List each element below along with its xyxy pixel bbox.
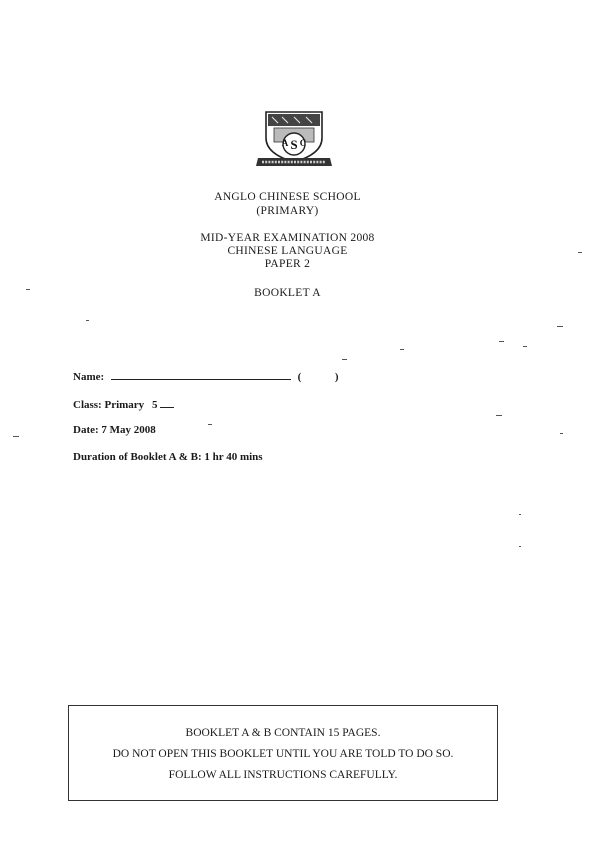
- scan-speck: [26, 289, 30, 290]
- scan-speck: [560, 433, 563, 434]
- scan-speck: [342, 359, 347, 360]
- svg-text:S: S: [290, 137, 298, 152]
- scan-speck: [208, 424, 212, 425]
- paper-number: PAPER 2: [264, 258, 311, 270]
- subject-title: CHINESE LANGUAGE: [227, 245, 348, 257]
- register-open-paren: (: [297, 371, 302, 383]
- exam-title: MID-YEAR EXAMINATION 2008: [200, 232, 375, 244]
- svg-text:C: C: [299, 138, 307, 148]
- name-label: Name:: [73, 371, 105, 383]
- name-blank-line: [111, 369, 291, 380]
- name-field: [73, 369, 339, 383]
- duration-field: Duration of Booklet A & B: 1 hr 40 mins: [73, 451, 263, 463]
- notice-follow-instructions: FOLLOW ALL INSTRUCTIONS CAREFULLY.: [168, 769, 398, 781]
- school-crest-logo: [254, 108, 334, 170]
- scan-speck: [557, 326, 563, 327]
- scan-speck: [578, 252, 582, 253]
- register-close-paren: ): [334, 371, 339, 383]
- school-section: (PRIMARY): [256, 205, 319, 217]
- notice-pages: BOOKLET A & B CONTAIN 15 PAGES.: [185, 727, 381, 739]
- scan-speck: [400, 349, 404, 350]
- scan-speck: [519, 514, 521, 515]
- scan-speck: [13, 436, 19, 437]
- class-label: Class: Primary: [73, 399, 145, 411]
- scan-speck: [499, 341, 504, 342]
- class-blank-line: [160, 397, 174, 408]
- class-field: [73, 397, 174, 411]
- scan-speck: [496, 415, 502, 416]
- svg-text:A: A: [281, 138, 289, 148]
- scan-speck: [519, 546, 521, 547]
- scan-speck: [86, 320, 89, 321]
- scan-speck: [523, 346, 527, 347]
- class-value: 5: [151, 399, 158, 411]
- school-name: ANGLO CHINESE SCHOOL: [214, 191, 361, 203]
- notice-do-not-open: DO NOT OPEN THIS BOOKLET UNTIL YOU ARE TOLD TO DO SO.: [112, 748, 454, 760]
- instructions-box: [68, 705, 498, 801]
- booklet-label: BOOKLET A: [254, 287, 321, 299]
- date-field: Date: 7 May 2008: [73, 424, 156, 436]
